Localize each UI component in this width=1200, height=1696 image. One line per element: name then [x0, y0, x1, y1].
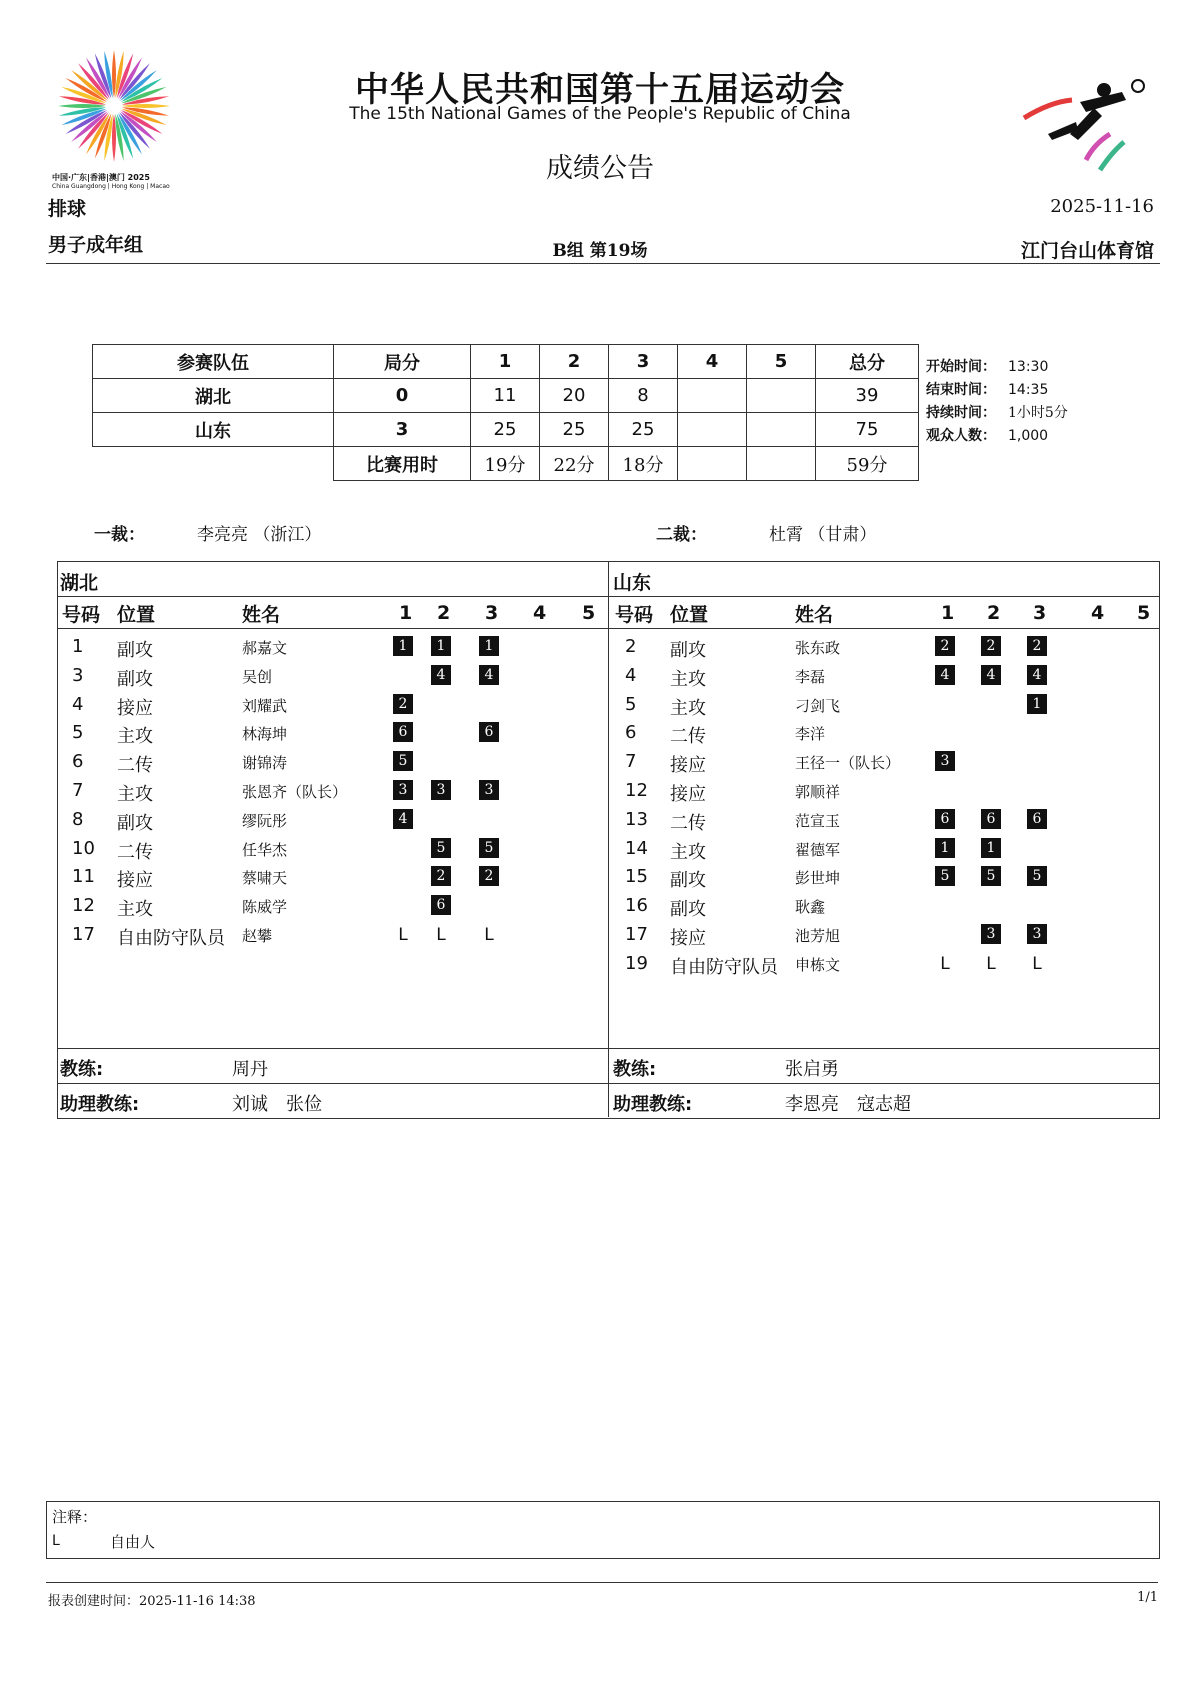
- col-header-set-1: 1: [399, 602, 413, 624]
- set-score: 8: [609, 379, 678, 413]
- player-number: 13: [625, 808, 648, 830]
- col-header-set-4: 4: [1091, 602, 1105, 624]
- player-name: 林海坤: [242, 725, 288, 744]
- duration-row: [93, 447, 919, 481]
- header-divider: [46, 263, 1160, 264]
- player-position: 二传: [117, 755, 153, 777]
- set-score: 25: [471, 413, 540, 447]
- starting-position-badge: 3: [393, 780, 413, 800]
- player-name: 郭顺祥: [795, 783, 841, 801]
- starting-position-badge: 6: [393, 722, 413, 742]
- logo-caption-en: China Guangdong | Hong Kong | Macao: [52, 183, 170, 190]
- player-number: 6: [625, 722, 637, 744]
- player-name: 缪阮彤: [242, 811, 288, 830]
- player-position: 接应: [117, 870, 153, 892]
- col-header-set-4: 4: [533, 602, 547, 624]
- player-position: 接应: [670, 928, 706, 949]
- col-total: 总分: [816, 345, 919, 379]
- assistant-coaches: 李恩亮 寇志超: [785, 1094, 911, 1115]
- col-set-3: 3: [609, 345, 678, 379]
- starting-position-badge: 4: [393, 809, 413, 829]
- player-name: 陈威学: [242, 898, 288, 917]
- player-number: 5: [72, 722, 84, 744]
- starting-position-badge: 1: [1027, 694, 1047, 714]
- notes-value: 自由人: [110, 1533, 156, 1551]
- player-position: 接应: [670, 784, 706, 805]
- starting-position-badge: 6: [1027, 809, 1047, 829]
- notes-key: L: [52, 1533, 60, 1549]
- player-position: 主攻: [670, 697, 706, 719]
- starting-position-badge: 2: [393, 694, 413, 714]
- page-number: 1/1: [1137, 1590, 1158, 1605]
- player-number: 19: [625, 952, 648, 974]
- player-name: 刘耀武: [242, 696, 288, 715]
- player-name: 王径一（队长）: [795, 754, 901, 773]
- coach-name: 周丹: [232, 1059, 268, 1080]
- set-score: [747, 379, 816, 413]
- second-referee-label: 二裁：: [656, 525, 707, 545]
- player-number: 5: [625, 693, 637, 715]
- score-table: [92, 344, 919, 481]
- total-points: 39: [816, 379, 919, 413]
- starting-position-badge: 3: [479, 780, 499, 800]
- starting-position-badge: 3: [935, 751, 955, 771]
- first-referee: 李亮亮 （浙江）: [197, 525, 322, 545]
- team-name: 山东: [93, 413, 334, 447]
- col-header-set-1: 1: [941, 602, 955, 624]
- duration-label: 比赛用时: [334, 447, 471, 481]
- set-score: 20: [540, 379, 609, 413]
- set-duration: [747, 447, 816, 481]
- player-position: 主攻: [117, 726, 153, 748]
- player-position: 接应: [670, 755, 706, 777]
- col-set-2: 2: [540, 345, 609, 379]
- libero-mark: L: [1032, 953, 1042, 974]
- team-name: 山东: [613, 572, 652, 594]
- player-number: 10: [72, 837, 95, 859]
- score-row-team-1: [93, 379, 919, 413]
- duration: 持续时间： 1小时5分: [926, 405, 1068, 421]
- player-number: 8: [72, 808, 84, 830]
- coach-label: 教练:: [60, 1059, 104, 1080]
- roster-divider: [608, 561, 609, 1117]
- col-header-number: 号码: [62, 604, 101, 626]
- starting-position-badge: 4: [1027, 665, 1047, 685]
- col-header-position: 位置: [117, 604, 156, 626]
- assistant-coach-label: 助理教练:: [60, 1094, 140, 1115]
- col-header-name: 姓名: [795, 604, 834, 626]
- set-duration: 18分: [609, 447, 678, 481]
- player-name: 范宣玉: [795, 811, 841, 830]
- starting-position-badge: 1: [981, 838, 1001, 858]
- match-number: B组 第19场: [552, 241, 648, 261]
- starting-position-badge: 2: [431, 866, 451, 886]
- logo-caption: 中国·广东|香港|澳门 2025: [52, 173, 150, 182]
- player-position: 主攻: [117, 784, 153, 805]
- starting-position-badge: 3: [431, 780, 451, 800]
- col-header-set-5: 5: [582, 602, 596, 624]
- total-points: 75: [816, 413, 919, 447]
- player-position: 二传: [670, 726, 706, 748]
- starting-position-badge: 3: [1027, 924, 1047, 944]
- match-info: [926, 356, 1068, 448]
- competition-group: 男子成年组: [48, 234, 144, 256]
- assistant-coaches: 刘诚 张俭: [232, 1094, 322, 1115]
- attendance: 观众人数： 1,000: [926, 428, 1049, 444]
- starting-position-badge: 6: [479, 722, 499, 742]
- starting-position-badge: 2: [981, 636, 1001, 656]
- libero-mark: L: [398, 925, 408, 945]
- report-created-time: 报表创建时间：2025-11-16 14:38: [48, 1594, 256, 1609]
- end-time: 结束时间： 14:35: [926, 382, 1049, 398]
- doc-title: 成绩公告: [546, 153, 654, 184]
- set-duration: 22分: [540, 447, 609, 481]
- starting-position-badge: 2: [479, 866, 499, 886]
- col-header-set-2: 2: [437, 602, 451, 624]
- player-name: 任华杰: [242, 840, 288, 859]
- col-header-position: 位置: [670, 604, 709, 626]
- player-name: 吴创: [242, 667, 273, 686]
- notes-box: [46, 1501, 1160, 1559]
- second-referee: 杜霄 （甘肃）: [769, 525, 877, 545]
- score-row-team-2: [93, 413, 919, 447]
- player-name: 池芳旭: [795, 927, 841, 945]
- player-number: 6: [72, 751, 84, 773]
- player-position: 接应: [117, 697, 153, 719]
- libero-mark: L: [484, 925, 494, 945]
- notes-title: 注释：: [52, 1508, 98, 1526]
- player-name: 翟德军: [795, 840, 841, 859]
- player-name: 张恩齐（队长）: [242, 783, 348, 801]
- col-set-5: 5: [747, 345, 816, 379]
- player-position: 主攻: [670, 668, 706, 690]
- starting-position-badge: 4: [431, 665, 451, 685]
- player-position: 二传: [117, 841, 153, 863]
- starting-position-badge: 1: [431, 636, 451, 656]
- player-position: 二传: [670, 812, 706, 834]
- set-score: 25: [540, 413, 609, 447]
- starting-position-badge: 1: [393, 636, 413, 656]
- player-position: 副攻: [670, 640, 706, 661]
- player-position: 主攻: [117, 899, 153, 921]
- player-name: 耿鑫: [795, 898, 826, 917]
- col-header-set-3: 3: [485, 602, 499, 624]
- player-name: 刁剑飞: [795, 696, 841, 715]
- starting-position-badge: 1: [935, 838, 955, 858]
- starting-position-badge: 2: [1027, 636, 1047, 656]
- starting-position-badge: 4: [981, 665, 1001, 685]
- sets-won: 3: [334, 413, 471, 447]
- set-duration: 19分: [471, 447, 540, 481]
- player-number: 1: [72, 636, 84, 657]
- player-number: 17: [625, 924, 648, 945]
- libero-mark: L: [436, 925, 446, 945]
- player-name: 张东政: [795, 639, 841, 657]
- match-date: 2025-11-16: [1050, 196, 1154, 217]
- sport-name: 排球: [48, 198, 87, 220]
- player-position: 副攻: [117, 668, 153, 690]
- starting-position-badge: 1: [479, 636, 499, 656]
- col-set-1: 1: [471, 345, 540, 379]
- starting-position-badge: 2: [935, 636, 955, 656]
- player-number: 2: [625, 636, 637, 657]
- games-title-cn: 中华人民共和国第十五届运动会: [355, 70, 845, 110]
- starting-position-badge: 6: [935, 809, 955, 829]
- player-position: 副攻: [117, 812, 153, 834]
- col-sets: 局分: [334, 345, 471, 379]
- starting-position-badge: 3: [981, 924, 1001, 944]
- player-name: 赵攀: [242, 927, 273, 945]
- player-number: 3: [72, 664, 84, 686]
- set-score: [747, 413, 816, 447]
- libero-mark: L: [986, 953, 996, 974]
- libero-mark: L: [940, 953, 950, 974]
- player-position: 主攻: [670, 841, 706, 863]
- player-number: 17: [72, 924, 95, 945]
- starting-position-badge: 5: [981, 866, 1001, 886]
- starting-position-badge: 5: [1027, 866, 1047, 886]
- player-number: 4: [625, 664, 637, 686]
- starting-position-badge: 6: [981, 809, 1001, 829]
- team-name: 湖北: [93, 379, 334, 413]
- player-number: 14: [625, 837, 648, 859]
- col-set-4: 4: [678, 345, 747, 379]
- player-name: 李磊: [795, 667, 826, 686]
- set-duration: [678, 447, 747, 481]
- player-number: 7: [72, 780, 84, 801]
- footer-divider: [46, 1582, 1158, 1583]
- col-header-name: 姓名: [242, 604, 281, 626]
- coach-name: 张启勇: [785, 1059, 839, 1080]
- player-position: 自由防守队员: [670, 956, 778, 978]
- set-score: 11: [471, 379, 540, 413]
- assistant-coach-label: 助理教练:: [613, 1094, 693, 1115]
- games-title-en: The 15th National Games of the People's Republic of China: [349, 104, 851, 124]
- set-score: 25: [609, 413, 678, 447]
- player-position: 副攻: [670, 870, 706, 892]
- player-number: 7: [625, 751, 637, 773]
- starting-position-badge: 5: [431, 838, 451, 858]
- starting-position-badge: 6: [431, 895, 451, 915]
- player-name: 李洋: [795, 725, 826, 744]
- col-header-set-3: 3: [1033, 602, 1047, 624]
- start-time: 开始时间： 13:30: [926, 359, 1049, 375]
- player-position: 自由防守队员: [117, 928, 225, 949]
- player-name: 郝嘉文: [242, 639, 288, 657]
- player-number: 15: [625, 866, 648, 888]
- player-position: 副攻: [670, 899, 706, 921]
- team-name: 湖北: [60, 572, 99, 594]
- player-name: 蔡啸天: [242, 869, 288, 888]
- starting-position-badge: 4: [935, 665, 955, 685]
- player-number: 11: [72, 866, 95, 888]
- player-name: 彭世坤: [795, 869, 841, 888]
- starting-position-badge: 5: [393, 751, 413, 771]
- col-header-set-5: 5: [1137, 602, 1151, 624]
- player-number: 4: [72, 693, 84, 715]
- first-referee-label: 一裁：: [94, 525, 145, 545]
- set-score: [678, 413, 747, 447]
- set-score: [678, 379, 747, 413]
- sets-won: 0: [334, 379, 471, 413]
- player-name: 谢锦涛: [242, 754, 288, 773]
- player-position: 副攻: [117, 640, 153, 661]
- starting-position-badge: 5: [479, 838, 499, 858]
- venue: 江门台山体育馆: [1020, 240, 1154, 262]
- player-number: 16: [625, 895, 648, 917]
- total-duration: 59分: [816, 447, 919, 481]
- col-header-set-2: 2: [987, 602, 1001, 624]
- starting-position-badge: 4: [479, 665, 499, 685]
- coach-label: 教练:: [613, 1059, 657, 1080]
- starting-position-badge: 5: [935, 866, 955, 886]
- player-number: 12: [72, 895, 95, 917]
- col-team: 参赛队伍: [93, 345, 334, 379]
- player-number: 12: [625, 780, 648, 801]
- player-name: 申栋文: [795, 955, 841, 974]
- col-header-number: 号码: [615, 604, 654, 626]
- score-header-row: [93, 345, 919, 379]
